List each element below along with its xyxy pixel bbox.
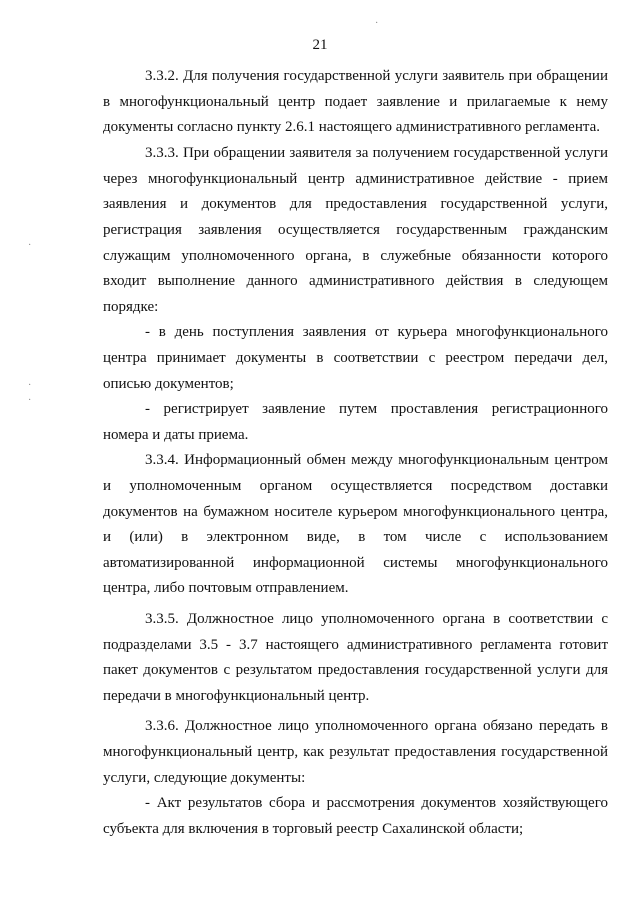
list-item: - в день поступления заявления от курьера многофункционального центра принимает документы в соответствии с реестром передачи дел, описью документов; xyxy=(103,324,608,392)
paragraph-3-3-2: 3.3.2. Для получения государственной услуги заявитель при обращении в многофункциональный центр подает заявление и прилагаемые к нему документы согласно пункту 2.6.1 настоящего административного регламента. xyxy=(103,68,608,136)
paragraph-3-3-5: 3.3.5. Должностное лицо уполномоченного органа в соответствии с подразделами 3.5 - 3.7 настоящего административного регламента готовит пакет документов с результатом предоставления государственной услуги для передачи в многофункциональный центр. xyxy=(103,610,608,704)
page-number: 21 xyxy=(312,37,328,53)
paragraph-3-3-3: 3.3.3. При обращении заявителя за получением государственной услуги через многофункциональный центр административное действие - прием заявления и документов для предоставления государственной услуги, регистрация заявления осуществляется государственным гражданским служащим уполномоченного органа, в служебные обязанности которого входит выполнение данного административного действия в следующем порядке: xyxy=(103,145,608,315)
paragraph-3-3-4: 3.3.4. Информационный обмен между многофункциональным центром и уполномоченным органом осуществляется посредством доставки документов на бумажном носителе курьером многофункционального центра, и (или) в электронном виде, в том числе с использованием автоматизированной информационной системы многофункционального центра, либо почтовым отправлением. xyxy=(103,452,608,597)
paragraph-3-3-6: 3.3.6. Должностное лицо уполномоченного органа обязано передать в многофункциональный центр, как результат предоставления государственной услуги, следующие документы: xyxy=(103,718,608,786)
list-item: - регистрирует заявление путем проставления регистрационного номера и даты приема. xyxy=(103,401,608,443)
list-item: - Акт результатов сбора и рассмотрения документов хозяйствующего субъекта для включения в торговый реестр Сахалинской области; xyxy=(103,795,608,837)
scan-artifact: · xyxy=(28,380,32,391)
scan-artifact: · xyxy=(28,240,32,251)
document-body xyxy=(103,64,608,842)
scan-artifact: · xyxy=(28,395,32,406)
scan-artifact: · xyxy=(375,18,379,29)
